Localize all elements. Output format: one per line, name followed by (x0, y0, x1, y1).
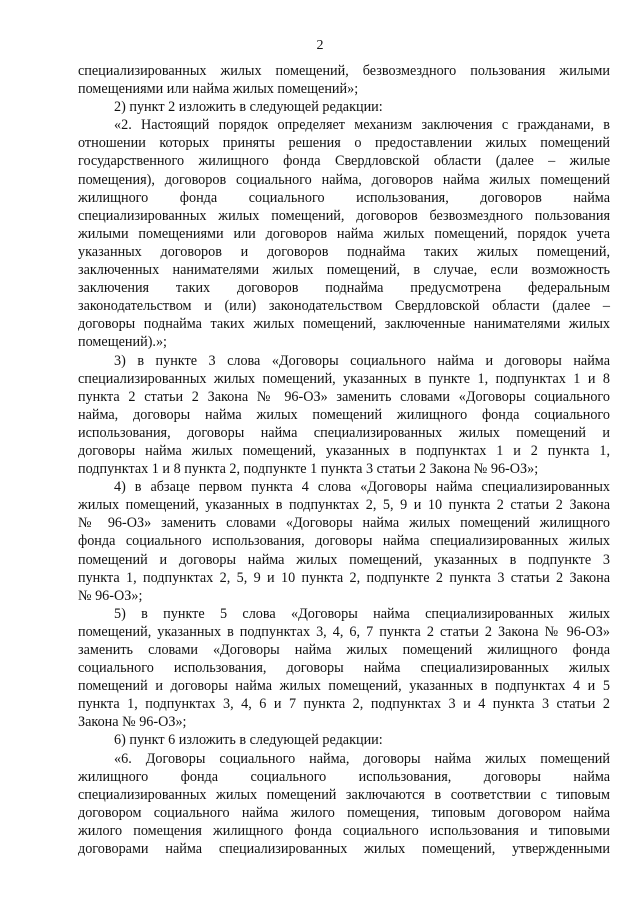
text-line: договорами найма специализированных жилых помещений, утвержденными (78, 841, 610, 858)
text-line: помещениями или найма жилых помещений»; (78, 81, 359, 98)
text-line: помещения), договоров социального найма, договоров найма жилых помещений (78, 171, 610, 188)
text-line: специализированных жилых помещений, договоров безвозмездного пользования (78, 207, 610, 224)
text-line: государственного жилищного фонда Свердловской области (далее – жилые (78, 153, 610, 170)
text-line: законодательством и (или) законодательством Свердловской области (далее – (78, 298, 610, 315)
text-line: специализированных жилых помещений, безвозмездного пользования жилыми (78, 63, 610, 79)
text-line: заменить словами «Договоры найма жилых помещений жилищного фонда (78, 642, 610, 658)
text-line: жилыми помещениями или договоров найма жилых помещений, порядок учета (78, 225, 610, 242)
text-line: подпунктах 1 и 8 пункта 2, подпункте 1 пункта 3 статьи 2 Закона № 96-ОЗ»; (78, 461, 539, 478)
paragraph (78, 731, 610, 749)
paragraph (78, 98, 610, 116)
text-line: помещений и договоры найма жилых помещений, указанных в подпунктах 4 и 5 (78, 678, 610, 695)
text-line: № 96-ОЗ» заменить словами «Договоры найма жилых помещений жилищного (78, 515, 610, 532)
text-line: фонда социального использования, договоры найма специализированных жилых (78, 533, 610, 550)
text-line: пункта 1, подпунктах 2, 5, 9 и 10 пункта 2, подпункте 2 пункта 3 статьи 2 Закона (78, 569, 610, 586)
paragraph (78, 352, 610, 479)
text-line: 6) пункт 6 изложить в следующей редакции: (114, 732, 383, 749)
text-line: помещений и договоры найма жилых помещений, указанных в подпункте 3 (78, 551, 610, 568)
text-line: помещений).»; (78, 334, 167, 351)
text-line: отношении которых приняты решения о предоставлении жилых помещений (78, 135, 610, 152)
text-line: № 96-ОЗ»; (78, 587, 143, 604)
text-line: 3) в пункте 3 слова «Договоры социального найма и договоры найма (114, 352, 610, 369)
text-line: заключенных нанимателями жилых помещений, в случае, если возможность (78, 262, 610, 279)
text-line: жилищного фонда социального использования, договоры найма (78, 768, 610, 785)
page-number: 2 (316, 38, 324, 53)
text-line: помещений, указанных в подпунктах 3, 4, 6, 7 пункта 2 статьи 2 Закона № 96-ОЗ» (78, 623, 610, 640)
text-line: договоры найма жилых помещений, указанных в подпунктах 1 и 2 пункта 1, (78, 442, 610, 459)
text-line: 5) в пункте 5 слова «Договоры найма специализированных жилых (114, 605, 610, 622)
text-line: пункта 2 статьи 2 Закона № 96-ОЗ» заменить словами «Договоры социального (78, 388, 610, 405)
text-line: жилых помещений, указанных в подпунктах 2, 5, 9 и 10 пункта 2 статьи 2 Закона (78, 497, 610, 514)
text-line: специализированных жилых помещений заключаются в соответствии с типовым (78, 786, 610, 803)
text-line: использования, договоры найма специализированных жилых помещений и (78, 424, 610, 441)
text-line: найма, договоры найма жилых помещений жилищного фонда социального (78, 406, 610, 423)
text-line: жилищного фонда социального использования, договоров найма (78, 189, 610, 206)
text-line: пункта 1, подпунктах 3, 4, 6 и 7 пункта 2, подпунктах 3 и 4 пункта 3 статьи 2 (78, 696, 610, 713)
paragraph (78, 478, 610, 605)
paragraph (78, 750, 610, 859)
text-line: Закона № 96-ОЗ»; (78, 714, 187, 731)
text-line: договором социального найма жилого помещения, типовым договором найма (78, 804, 610, 821)
text-line: заключения таких договоров поднайма предусмотрена федеральным (78, 280, 610, 297)
paragraph (78, 62, 610, 98)
text-line: «2. Настоящий порядок определяет механизм заключения с гражданами, в (114, 117, 610, 134)
text-line: 2) пункт 2 изложить в следующей редакции: (114, 99, 383, 116)
text-line: жилого помещения жилищного фонда социального использования и типовыми (78, 822, 610, 839)
text-line: специализированных жилых помещений, указанных в пункте 1, подпунктах 1 и 8 (78, 370, 610, 387)
document-body (78, 62, 610, 858)
paragraph (78, 605, 610, 732)
text-line: указанных договоров и договоров поднайма таких жилых помещений, (78, 243, 610, 260)
text-line: социального использования, договоры найма специализированных жилых (78, 660, 610, 677)
text-line: «6. Договоры социального найма, договоры найма жилых помещений (114, 750, 610, 767)
text-line: договоры поднайма таких жилых помещений, заключенные нанимателями жилых (78, 316, 610, 333)
text-line: 4) в абзаце первом пункта 4 слова «Договоры найма специализированных (114, 479, 610, 496)
paragraph (78, 116, 610, 351)
